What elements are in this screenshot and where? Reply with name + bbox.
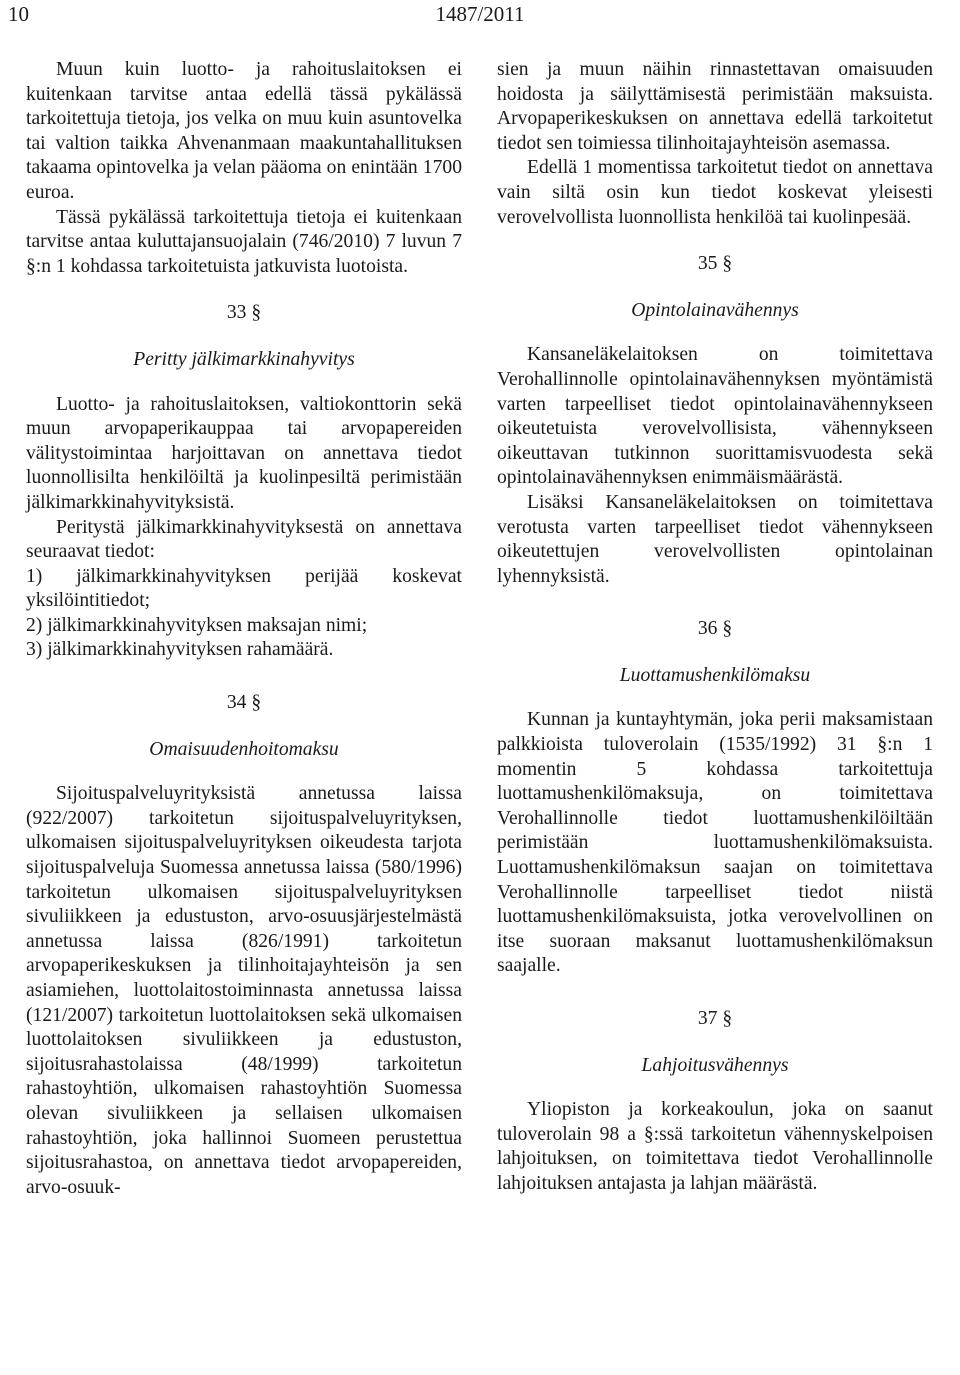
page-number: 10 bbox=[8, 2, 29, 26]
section-33-number: 33 § bbox=[226, 302, 262, 324]
intro-paragraph-1: Muun kuin luotto- ja rahoituslaitoksen ei kuitenkaan tarvitse antaa edellä tässä pykälässä tarkoitettuja tietoja, jos velka on muu kuin asuntovelka tai valtion taikka Ahvenanmaan maakuntahallituksen takaama opintovelka ja velan pääoma on enintään 1700 euroa. bbox=[26, 59, 462, 203]
page-header bbox=[0, 0, 960, 30]
section-35-paragraph-1: Kansaneläkelaitoksen on toimitettava Verohallinnolle opintolainavähennyksen myöntämistä varten tarpeelliset tiedot opintolainavähennykseen oikeutetuista verovelvollisista, vähennykseen oikeuttavan tutkinnon suorittamisvuodesta sekä opintolainavähennyksen enimmäismäärästä. bbox=[497, 344, 933, 489]
left-column bbox=[26, 58, 462, 1200]
right-column bbox=[497, 58, 933, 1197]
section-36-title: Luottamushenkilömaksu bbox=[619, 664, 811, 686]
section-34-number: 34 § bbox=[226, 692, 262, 714]
section-35-paragraph-2: Lisäksi Kansaneläkelaitoksen on toimitettava verotusta varten tarpeelliset tiedot vähennykseen oikeutettujen verovelvollisten opintolainan lyhennyksistä. bbox=[497, 491, 933, 587]
section-35-number: 35 § bbox=[697, 253, 733, 275]
section-36-number: 36 § bbox=[697, 618, 733, 640]
section-34-title: Omaisuudenhoitomaksu bbox=[149, 738, 339, 760]
section-37-number: 37 § bbox=[697, 1008, 733, 1029]
section-34-paragraph-1-continued: sien ja muun näihin rinnastettavan omaisuuden hoidosta ja säilyttämisestä perimistään maksuista. Arvopaperikeskuksen on annettava edellä tarkoitetut tiedot sen toimiessa tilinhoitajayhteisön asemassa. bbox=[497, 59, 933, 154]
section-33-list-item: 1) jälkimarkkinahyvityksen perijää koskevat yksilöintitiedot; bbox=[26, 565, 462, 612]
section-36-paragraph-1: Kunnan ja kuntayhtymän, joka perii maksamistaan palkkioista tuloverolain (1535/1992) 31 §:n 1 momentin 5 kohdassa tarkoitettuja luottamushenkilömaksuja, on toimitettava Verohallinnolle tiedot luottamushenkilöiltään perimistään luottamushenkilömaksuista. Luottamushenkilömaksun saajan on toimitettava Verohallinnolle tarpeelliset tiedot niistä luottamushenkilömaksuista, jotka verovelvollinen on itse suoraan maksanut luottamushenkilömaksun saajalle. bbox=[497, 709, 933, 977]
section-37-paragraph-1: Yliopiston ja korkeakoulun, joka on saanut tuloverolain 98 a §:ssä tarkoitetun vähennyskelpoisen lahjoituksen, on toimitettava tiedot Verohallinnolle lahjoituksen antajasta ja lahjan määrästä. bbox=[497, 1099, 933, 1194]
section-34-paragraph-2: Edellä 1 momentissa tarkoitetut tiedot on annettava vain siltä osin kun tiedot koskevat yleisesti verovelvollista luonnollista henkilöä tai kuolinpesää. bbox=[497, 157, 933, 228]
section-34-paragraph-1: Sijoituspalveluyrityksistä annetussa laissa (922/2007) tarkoitetun sijoituspalveluyrityksen, ulkomaisen sijoituspalveluyrityksen oikeudesta tarjota sijoituspalveluja Suomessa annetussa laissa (580/1996) tarkoitetun ulkomaisen sijoituspalveluyrityksen sivuliikkeen ja edustuston, arvo-osuusjärjestelmästä annetussa laissa (826/1991) tarkoitetun arvopaperikeskuksen ja tilinhoitajayhteisön ja sen asiamiehen, luottolaitostoiminnasta annetussa laissa (121/2007) tarkoitetun luottolaitoksen sekä ulkomaisen luottolaitoksen sivuliikkeen ja edustuston, sijoitusrahastolaissa (48/1999) tarkoitetun rahastoyhtiön, ulkomaisen rahastoyhtiön Suomessa olevan sivuliikkeen ja sellaisen ulkomaisen rahastoyhtiön, joka hallinnoi Suomeen perustettua sijoitusrahastoa, on annettava tiedot arvopapereiden, arvo-osuuk- bbox=[26, 783, 462, 1198]
section-33-list-item: 3) jälkimarkkinahyvityksen rahamäärä. bbox=[26, 639, 334, 661]
section-33-paragraph-2: Peritystä jälkimarkkinahyvityksestä on annettava seuraavat tiedot: bbox=[26, 516, 462, 563]
document-number: 1487/2011 bbox=[435, 2, 525, 26]
section-33-title: Peritty jälkimarkkinahyvitys bbox=[133, 348, 355, 370]
section-33-list-item: 2) jälkimarkkinahyvityksen maksajan nimi; bbox=[26, 614, 368, 636]
section-33-paragraph-1: Luotto- ja rahoituslaitoksen, valtiokonttorin sekä muun arvopaperikauppaa tai arvopapereiden välitystoimintaa harjoittavan on annettava tiedot luonnollisilta henkilöiltä ja kuolinpesiltä perimistään jälkimarkkinahyvityksistä. bbox=[26, 393, 462, 513]
section-37-title: Lahjoitusvähennys bbox=[641, 1054, 789, 1076]
section-35-title: Opintolainavähennys bbox=[631, 299, 799, 321]
intro-paragraph-2: Tässä pykälässä tarkoitettuja tietoja ei kuitenkaan tarvitse antaa kuluttajansuojalain (746/2010) 7 luvun 7 §:n 1 kohdassa tarkoitetuista jatkuvista luotoista. bbox=[26, 206, 462, 277]
